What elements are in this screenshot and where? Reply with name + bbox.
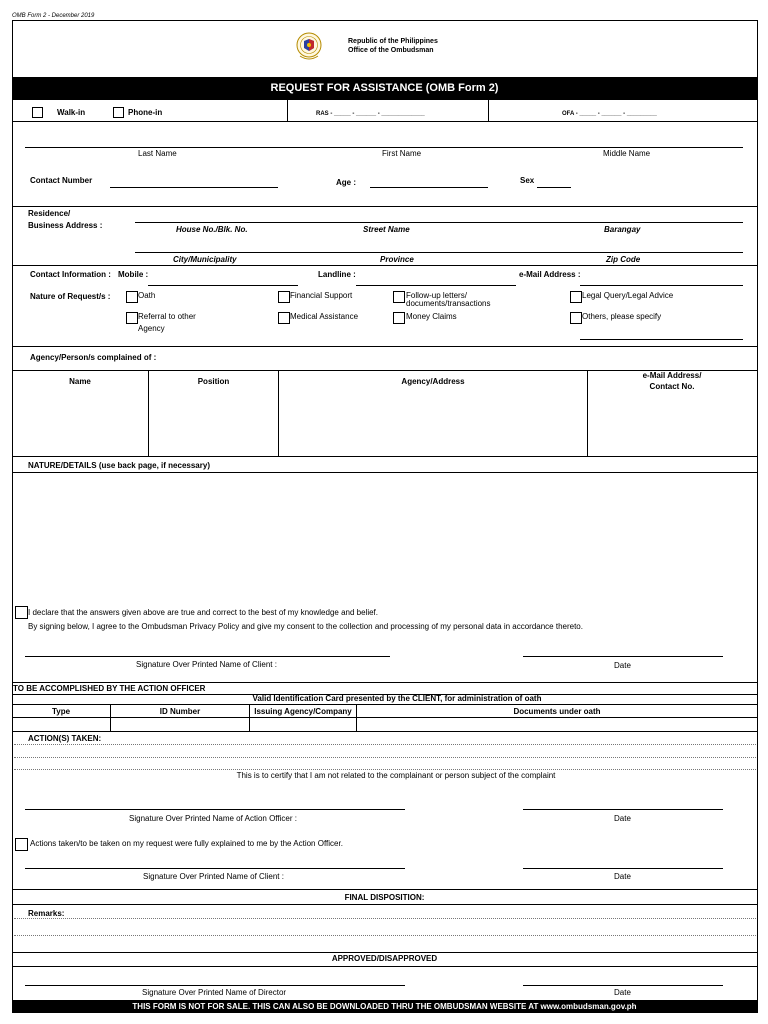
house-label: House No./Blk. No.: [176, 225, 248, 234]
oath-label: Oath: [138, 291, 156, 300]
id-caption: Valid Identification Card presented by the CLIENT, for administration of oath: [252, 694, 542, 703]
final-disposition-label: FINAL DISPOSITION:: [344, 893, 425, 902]
contact-number-field[interactable]: [110, 177, 278, 188]
medical-label: Medical Assistance: [290, 312, 359, 321]
medical-checkbox[interactable]: [278, 312, 290, 324]
footer-bar: THIS FORM IS NOT FOR SALE. THIS CAN ALSO BE DOWNLOADED THRU THE OMBUDSMAN WEBSITE AT www.ombudsman.gov.ph: [12, 1000, 757, 1013]
email-label: e-Mail Address :: [519, 270, 581, 279]
address-label-1: Residence/: [28, 209, 71, 218]
form-title: REQUEST FOR ASSISTANCE (OMB Form 2): [12, 77, 757, 100]
financial-checkbox[interactable]: [278, 291, 290, 303]
col-email-1: e-Mail Address/: [642, 371, 702, 380]
province-label: Province: [380, 255, 414, 264]
street-label: Street Name: [363, 225, 410, 234]
money-label: Money Claims: [406, 312, 457, 321]
zip-label: Zip Code: [606, 255, 641, 264]
legal-label: Legal Query/Legal Advice: [582, 291, 674, 300]
ofa-number: OFA - _____ - ______ - _________: [562, 111, 657, 117]
contact-number-label: Contact Number: [30, 176, 93, 185]
ras-number: RAS - _____ - ______ - _____________: [316, 111, 425, 117]
others-checkbox[interactable]: [570, 312, 582, 324]
form-code: OMB Form 2 - December 2019: [12, 13, 95, 19]
followup-label-1: Follow-up letters/: [406, 291, 467, 300]
col-name: Name: [69, 377, 91, 386]
officer-date-label: Date: [614, 814, 631, 823]
republic-text: Republic of the Philippines: [348, 38, 438, 45]
sig-director-label: Signature Over Printed Name of Director: [142, 988, 287, 997]
sex-field[interactable]: [537, 177, 571, 188]
col-agency: Agency/Address: [401, 377, 465, 386]
referral-label-2: Agency: [138, 324, 165, 333]
mobile-label: Mobile :: [118, 270, 149, 279]
actions-taken-label: ACTION(S) TAKEN:: [28, 734, 102, 743]
walk-in-label: Walk-in: [57, 108, 86, 117]
col-id: ID Number: [159, 707, 201, 716]
office-text: Office of the Ombudsman: [348, 47, 434, 54]
sig-officer-label: Signature Over Printed Name of Action Officer :: [129, 814, 297, 823]
col-type: Type: [51, 707, 71, 716]
certify-text: This is to certify that I am not related to the complainant or person subject of the complaint: [236, 771, 556, 780]
middle-name-label: Middle Name: [603, 149, 651, 158]
address-label-2: Business Address :: [28, 221, 103, 230]
col-issuing: Issuing Agency/Company: [254, 707, 352, 716]
col-position: Position: [197, 377, 230, 386]
sig-client-label: Signature Over Printed Name of Client :: [136, 660, 277, 669]
declare-line-1: I declare that the answers given above are true and correct to the best of my knowledge and belief.: [28, 608, 378, 617]
col-docs: Documents under oath: [513, 707, 601, 716]
others-specify-field[interactable]: [580, 329, 743, 340]
landline-field[interactable]: [356, 275, 516, 286]
age-label: Age :: [336, 178, 356, 187]
phone-in-label: Phone-in: [128, 108, 163, 117]
explained-text: Actions taken/to be taken on my request were fully explained to me by the Action Officer.: [30, 839, 343, 848]
followup-label-2: documents/transactions: [406, 299, 491, 308]
first-name-label: First Name: [382, 149, 422, 158]
nature-label: Nature of Request/s :: [30, 292, 111, 301]
complained-label: Agency/Person/s complained of :: [30, 353, 157, 362]
sex-label: Sex: [520, 176, 535, 185]
oath-checkbox[interactable]: [126, 291, 138, 303]
ombudsman-seal-icon: [295, 30, 323, 64]
client-date-label: Date: [614, 872, 631, 881]
declare-checkbox[interactable]: [15, 606, 28, 619]
walk-in-checkbox[interactable]: [32, 107, 43, 118]
details-textarea[interactable]: [14, 474, 756, 602]
mobile-field[interactable]: [148, 275, 298, 286]
sig-client-2-label: Signature Over Printed Name of Client :: [143, 872, 284, 881]
referral-label-1: Referral to other: [138, 312, 196, 321]
contact-info-label: Contact Information :: [30, 270, 111, 279]
referral-checkbox[interactable]: [126, 312, 138, 324]
money-checkbox[interactable]: [393, 312, 405, 324]
approved-label: APPROVED/DISAPPROVED: [331, 954, 438, 963]
remarks-label: Remarks:: [28, 909, 65, 918]
financial-label: Financial Support: [290, 291, 353, 300]
last-name-label: Last Name: [138, 149, 177, 158]
details-label: NATURE/DETAILS (use back page, if necessary): [28, 461, 210, 470]
email-field[interactable]: [580, 275, 743, 286]
barangay-label: Barangay: [604, 225, 641, 234]
city-label: City/Municipality: [173, 255, 237, 264]
col-email-2: Contact No.: [649, 382, 695, 391]
officer-header: TO BE ACCOMPLISHED BY THE ACTION OFFICER: [13, 684, 206, 693]
age-field[interactable]: [370, 177, 488, 188]
others-label: Others, please specify: [582, 312, 662, 321]
director-date-label: Date: [614, 988, 631, 997]
followup-checkbox[interactable]: [393, 291, 405, 303]
legal-checkbox[interactable]: [570, 291, 582, 303]
date-label: Date: [614, 661, 631, 670]
landline-label: Landline :: [318, 270, 356, 279]
declare-line-2: By signing below, I agree to the Ombudsman Privacy Policy and give my consent to the collection and processing of my personal data in accordance thereto.: [28, 622, 583, 631]
explained-checkbox[interactable]: [15, 838, 28, 851]
phone-in-checkbox[interactable]: [113, 107, 124, 118]
